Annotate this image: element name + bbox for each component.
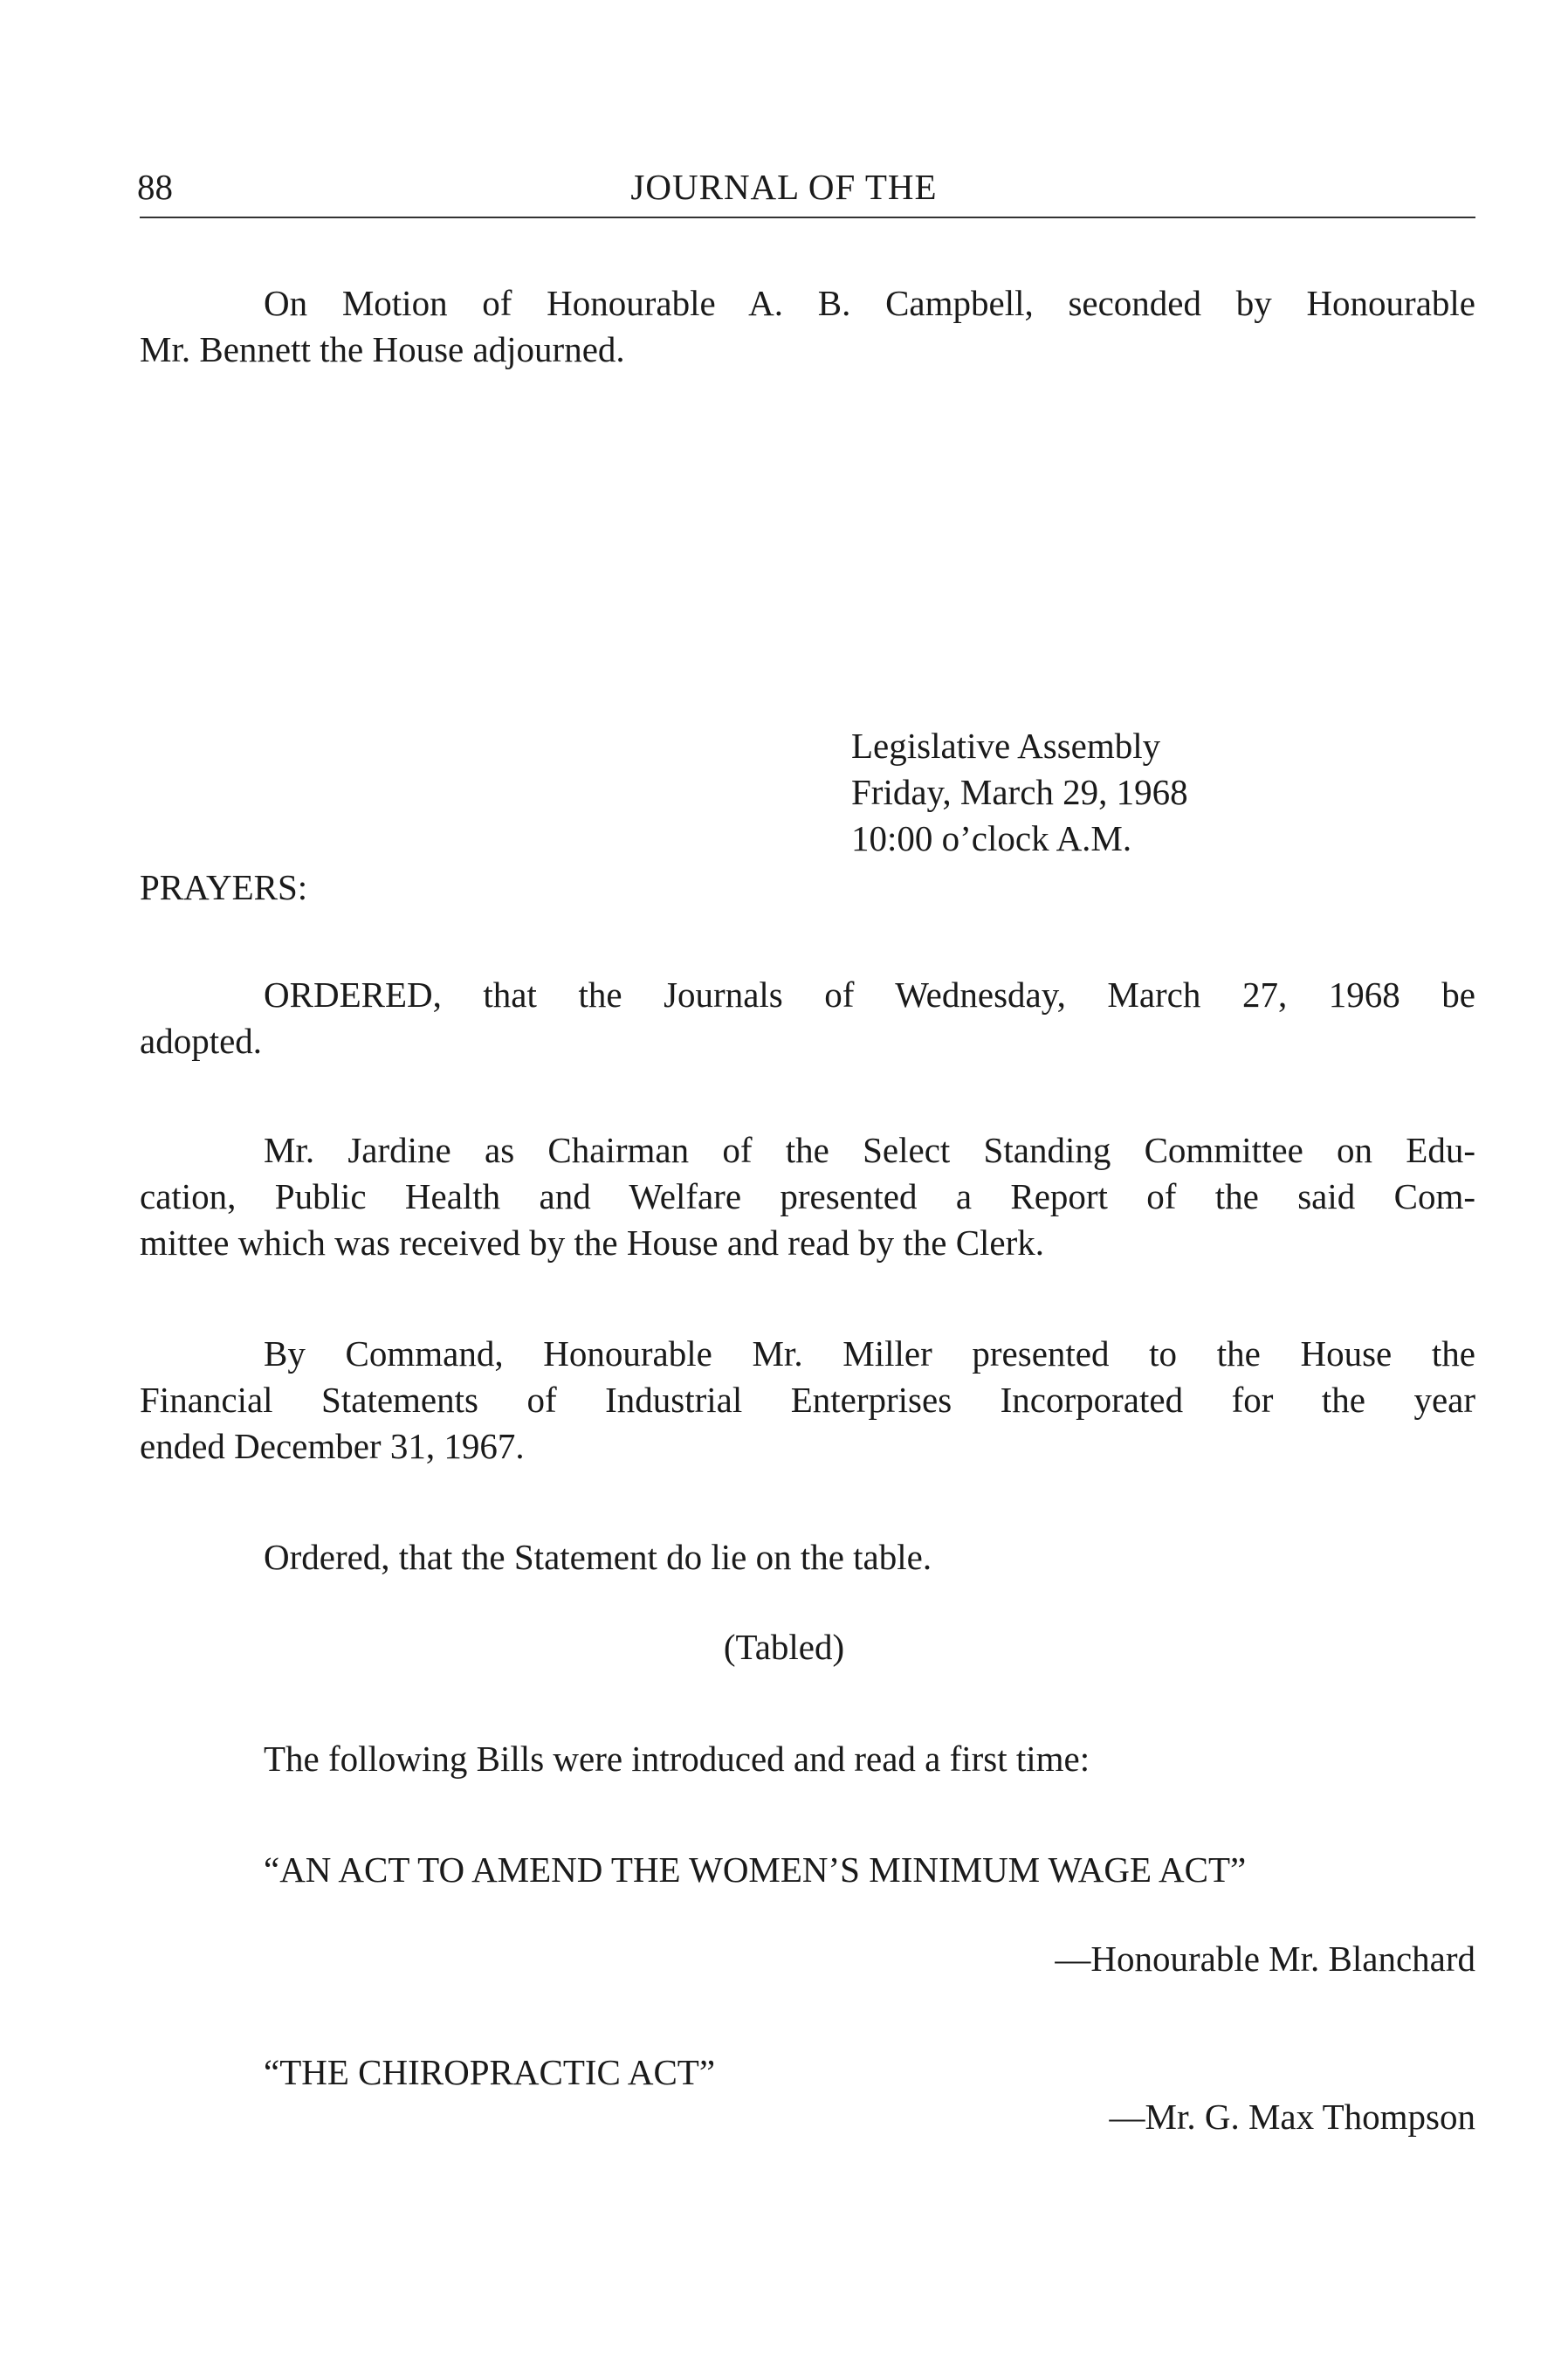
financial-statements-line-2: Financial Statements of Industrial Enterprises Incorporated for the year	[140, 1380, 1475, 1420]
financial-statements-line-1: By Command, Honourable Mr. Miller presented to the House the	[264, 1333, 1475, 1374]
bills-intro: The following Bills were introduced and read a first time:	[264, 1739, 1090, 1779]
sitting-time: 10:00 o’clock A.M.	[851, 818, 1132, 858]
committee-report-line-3: mittee which was received by the House and read by the Clerk.	[140, 1222, 1045, 1263]
bill-title: “AN ACT TO AMEND THE WOMEN’S MINIMUM WAGE ACT”	[264, 1849, 1247, 1890]
committee-report-paragraph	[140, 1127, 1475, 1266]
journals-order-line-2: adopted.	[140, 1021, 263, 1061]
sitting-date: Friday, March 29, 1968	[851, 772, 1188, 812]
bill-sponsor: —Honourable Mr. Blanchard	[1055, 1939, 1475, 1979]
bill-sponsor: —Mr. G. Max Thompson	[1109, 2097, 1475, 2137]
prayers-heading: PRAYERS:	[140, 867, 308, 907]
sitting-place: Legislative Assembly	[851, 726, 1161, 766]
page-header-title: JOURNAL OF THE	[630, 167, 938, 207]
adjournment-paragraph	[140, 280, 1475, 373]
committee-report-line-1: Mr. Jardine as Chairman of the Select Standing Committee on Edu-	[264, 1130, 1475, 1170]
journals-order-line-1: ORDERED, that the Journals of Wednesday, March 27, 1968 be	[264, 975, 1475, 1015]
page-number: 88	[137, 167, 173, 207]
financial-statements-paragraph	[140, 1331, 1475, 1470]
statement-order: Ordered, that the Statement do lie on the table.	[264, 1537, 932, 1577]
adjournment-line-1: On Motion of Honourable A. B. Campbell, seconded by Honourable	[264, 283, 1475, 323]
committee-report-line-2: cation, Public Health and Welfare presented a Report of the said Com-	[140, 1176, 1475, 1216]
financial-statements-line-3: ended December 31, 1967.	[140, 1426, 525, 1466]
adjournment-line-2: Mr. Bennett the House adjourned.	[140, 329, 625, 369]
journals-order-paragraph	[140, 972, 1475, 1064]
bill-title: “THE CHIROPRACTIC ACT”	[264, 2052, 716, 2092]
tabled-note: (Tabled)	[723, 1627, 845, 1667]
header-rule	[140, 217, 1475, 218]
